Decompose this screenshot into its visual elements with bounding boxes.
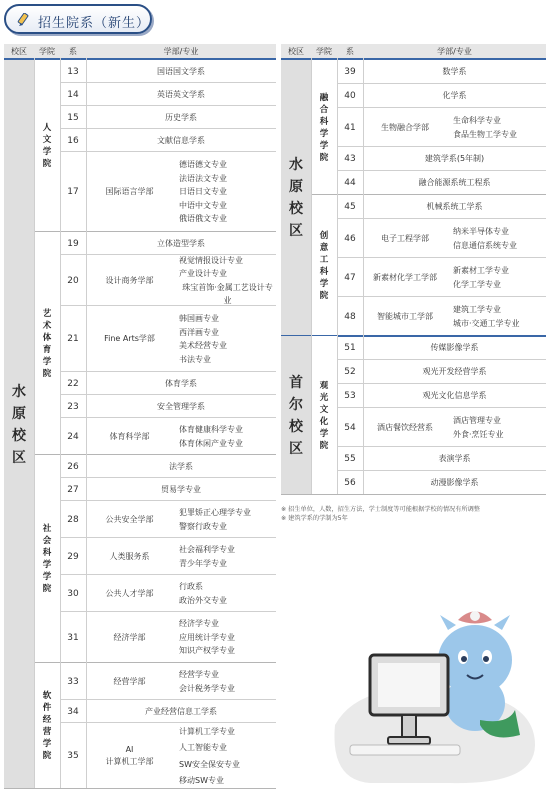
vertical-char: 光 — [319, 392, 329, 403]
vertical-char: 区 — [12, 449, 26, 466]
major-list — [447, 219, 546, 258]
major-name: 表演学系 — [438, 454, 471, 464]
major-name: 产业经营信息工学系 — [145, 706, 217, 716]
division-name: 智能城市工学部 — [377, 311, 433, 321]
dept-number: 31 — [67, 632, 79, 643]
major-item: SW安全保安专业 — [179, 759, 240, 769]
division-name: 公共安全学部 — [105, 514, 154, 524]
dept-number: 48 — [344, 311, 356, 322]
dept-number: 55 — [344, 454, 356, 464]
major-name: 观光文化信息学系 — [422, 391, 487, 401]
major-item: 珠宝首饰·金属工艺设计专业 — [182, 282, 273, 305]
vertical-char: 校 — [289, 418, 303, 435]
vertical-char: 科 — [42, 548, 52, 558]
vertical-char: 工 — [319, 254, 329, 265]
vertical-char: 化 — [319, 416, 329, 427]
dept-number: 51 — [344, 343, 356, 353]
vertical-char: 原 — [289, 179, 303, 195]
footnote-1: ※ 招生单位，人数，招生方法，学士制度等可能根据学校的情况有所调整 — [281, 506, 480, 513]
footnotes — [281, 505, 480, 523]
mascot-icon — [438, 611, 520, 737]
grid-line — [281, 494, 546, 495]
vertical-char: 软 — [42, 691, 52, 701]
dept-number: 15 — [67, 112, 79, 123]
major-item: 法语法文专业 — [179, 173, 227, 183]
pencil-icon — [17, 13, 31, 27]
major-name: 数学系 — [442, 67, 467, 77]
dept-number: 34 — [67, 706, 79, 717]
vertical-char: 院 — [42, 159, 52, 169]
vertical-char: 件 — [42, 703, 52, 713]
major-item: 美术经营专业 — [179, 341, 227, 350]
major-list — [447, 258, 546, 297]
vertical-char: 院 — [42, 584, 52, 594]
major-item: 应用统计学专业 — [179, 632, 235, 642]
major-item: 警察行政专业 — [179, 521, 227, 531]
major-item: 青少年学专业 — [179, 558, 227, 568]
major-name: 立体造型学系 — [157, 238, 205, 248]
campus-name — [281, 336, 311, 495]
major-list — [173, 575, 276, 612]
header-major: 学部/专业 — [363, 44, 546, 58]
vertical-char: 首 — [289, 374, 303, 391]
vertical-char: 术 — [42, 320, 52, 331]
dept-number: 44 — [344, 178, 356, 188]
grid-line — [60, 58, 61, 789]
major-name: 建筑学系(5年制) — [424, 154, 485, 164]
major-item: 建筑工学专业 — [453, 305, 501, 314]
major-item: 信息通信系统专业 — [453, 240, 517, 250]
vertical-char: 院 — [319, 152, 329, 163]
dept-number: 16 — [67, 135, 79, 146]
division-name: 国际语言学部 — [105, 187, 154, 196]
dept-number: 29 — [67, 551, 79, 562]
major-item: 日语日文专业 — [179, 187, 227, 197]
page-title-badge — [4, 4, 152, 34]
major-item: 移动SW专业 — [179, 776, 224, 785]
vertical-char: 意 — [319, 242, 329, 253]
major-item: 体育健康科学专业 — [179, 425, 243, 434]
vertical-char: 创 — [319, 230, 329, 241]
dept-number: 30 — [67, 588, 79, 599]
major-name: 文献信息学系 — [157, 135, 205, 145]
major-item: 城市·交通工学专业 — [453, 318, 520, 328]
major-list — [173, 538, 276, 575]
vertical-char: 学 — [42, 560, 52, 570]
major-list — [173, 306, 276, 372]
major-name: 融合能源系统工程系 — [418, 178, 491, 188]
major-list — [447, 408, 546, 447]
dept-number: 53 — [344, 391, 356, 401]
vertical-char: 学 — [319, 428, 329, 439]
vertical-char: 学 — [42, 356, 52, 367]
major-name: 法学系 — [169, 461, 193, 471]
major-item: 政治外交专业 — [179, 595, 227, 605]
major-item: 新素材工学专业 — [453, 266, 509, 275]
college-name — [34, 60, 60, 232]
major-item: 体育休闲产业专业 — [179, 438, 243, 448]
vertical-char: 育 — [42, 344, 52, 355]
major-item: 西洋画专业 — [179, 327, 219, 337]
major-list — [447, 297, 546, 336]
vertical-char: 学 — [42, 147, 52, 157]
major-item: 经营学专业 — [179, 670, 219, 679]
major-name: 安全管理学系 — [157, 401, 205, 411]
dept-number: 19 — [67, 238, 79, 249]
major-name: 传媒影像学系 — [430, 343, 479, 353]
vertical-char: 营 — [42, 727, 52, 737]
dept-number: 43 — [344, 154, 356, 164]
grid-line — [34, 58, 35, 789]
dept-number: 35 — [67, 751, 79, 761]
major-name: 国语国文学系 — [157, 66, 205, 76]
vertical-char: 水 — [289, 157, 303, 173]
division-name: AI 计算机工学部 — [105, 745, 154, 766]
major-item: 德语德文专业 — [179, 160, 227, 170]
division-name: 生物融合学部 — [381, 122, 429, 132]
major-item: 生命科学专业 — [453, 116, 501, 125]
vertical-char: 校 — [289, 201, 303, 217]
college-name — [311, 60, 337, 195]
right-admission-table — [281, 44, 546, 496]
vertical-char: 文 — [319, 404, 329, 415]
vertical-char: 区 — [289, 440, 303, 457]
header-dept: 系 — [337, 44, 363, 58]
dept-number: 28 — [67, 514, 79, 525]
vertical-char: 艺 — [42, 308, 52, 319]
college-name — [34, 663, 60, 789]
dept-number: 45 — [344, 202, 356, 212]
major-name: 观光开发经营学系 — [422, 367, 487, 377]
college-name — [34, 232, 60, 455]
dept-number: 14 — [67, 89, 79, 100]
dept-number: 41 — [344, 122, 356, 133]
vertical-char: 学 — [319, 128, 329, 139]
vertical-char: 学 — [319, 140, 329, 151]
major-item: 社会福利学专业 — [179, 545, 235, 554]
vertical-char: 社 — [42, 524, 52, 534]
vertical-char: 合 — [319, 104, 329, 115]
major-item: 俄语俄文专业 — [179, 214, 227, 224]
major-item: 产业设计专业 — [179, 269, 227, 278]
vertical-char: 院 — [319, 290, 329, 301]
major-list — [173, 152, 276, 232]
dept-number: 56 — [344, 478, 356, 488]
dept-number: 20 — [67, 275, 79, 286]
header-major: 学部/专业 — [86, 44, 276, 58]
major-item: 中语中文专业 — [179, 200, 227, 210]
vertical-char: 融 — [319, 92, 329, 103]
major-name: 机械系统工学系 — [426, 202, 483, 212]
major-item: 酒店管理专业 — [453, 416, 501, 425]
division-name: 电子工程学部 — [381, 233, 429, 243]
major-list — [447, 108, 546, 147]
major-list — [173, 255, 276, 306]
major-list — [173, 663, 276, 700]
dept-number: 26 — [67, 461, 79, 472]
division-name: 设计商务学部 — [105, 275, 154, 285]
major-list — [173, 723, 276, 789]
header-campus: 校区 — [4, 44, 34, 58]
dept-number: 47 — [344, 272, 356, 283]
major-item: 会计税务学专业 — [179, 683, 235, 693]
left-admission-table — [4, 44, 276, 788]
grid-line — [4, 788, 276, 789]
vertical-char: 水 — [12, 383, 26, 400]
major-item: 食品生物工学专业 — [453, 129, 517, 139]
dept-number: 54 — [344, 422, 356, 433]
major-item: 化学工学专业 — [453, 279, 501, 289]
division-name: 人类服务系 — [109, 551, 150, 561]
dept-number: 23 — [67, 401, 79, 412]
major-name: 体育学系 — [165, 378, 197, 388]
major-item: 韩国画专业 — [179, 314, 219, 323]
page-title: 招生院系（新生） — [38, 16, 151, 31]
vertical-char: 经 — [42, 715, 52, 725]
major-list — [173, 418, 276, 455]
division-name: 体育科学部 — [109, 431, 150, 441]
vertical-char: 院 — [42, 368, 52, 379]
major-item: 纳米半导体专业 — [453, 227, 509, 236]
major-name: 贸易学专业 — [161, 484, 201, 494]
major-item: 经济学专业 — [179, 619, 219, 629]
dept-number: 13 — [67, 66, 79, 77]
vertical-char: 原 — [12, 405, 26, 422]
vertical-char: 院 — [42, 751, 52, 761]
dept-number: 24 — [67, 431, 79, 442]
dept-number: 33 — [67, 676, 79, 687]
header-dept: 系 — [60, 44, 86, 58]
college-name — [311, 195, 337, 336]
major-name: 英语英文学系 — [157, 89, 205, 99]
major-name: 历史学系 — [165, 112, 197, 122]
dept-number: 39 — [344, 67, 356, 77]
grid-line — [337, 58, 338, 495]
major-name: 动漫影像学系 — [430, 478, 479, 488]
vertical-char: 体 — [42, 332, 52, 343]
major-item: 外食·烹饪专业 — [453, 429, 504, 439]
division-name: 公共人才学部 — [105, 588, 154, 598]
dept-number: 46 — [344, 233, 356, 244]
vertical-char: 院 — [319, 440, 329, 451]
major-item: 犯罪矫正心理学专业 — [179, 508, 251, 517]
major-item: 行政系 — [179, 582, 203, 591]
header-campus: 校区 — [281, 44, 311, 58]
college-name — [311, 336, 337, 495]
vertical-char: 会 — [42, 536, 52, 546]
major-item: 书法专业 — [179, 354, 211, 364]
major-item: 视觉情报设计专业 — [179, 255, 243, 265]
major-list — [173, 612, 276, 663]
major-item: 人工智能专业 — [179, 743, 227, 752]
dept-number: 40 — [344, 91, 356, 101]
major-item: 知识产权学专业 — [179, 646, 235, 656]
vertical-char: 文 — [42, 135, 52, 145]
dept-number: 52 — [344, 367, 356, 377]
major-item: 计算机工学专业 — [179, 726, 235, 736]
vertical-char: 尔 — [289, 396, 303, 413]
vertical-char: 科 — [319, 266, 329, 277]
grid-line — [363, 58, 364, 495]
division-name: 经营学部 — [113, 676, 146, 686]
vertical-char: 观 — [319, 380, 329, 391]
vertical-char: 学 — [319, 278, 329, 289]
vertical-char: 学 — [42, 739, 52, 749]
campus-name — [4, 60, 34, 789]
dept-number: 22 — [67, 378, 79, 389]
dept-number: 17 — [67, 187, 79, 197]
division-name: 酒店餐饮经营系 — [377, 422, 433, 432]
division-name: 新素材化学工学部 — [373, 272, 437, 282]
college-name — [34, 455, 60, 663]
dept-number: 27 — [67, 484, 79, 495]
vertical-char: 校 — [12, 427, 26, 444]
grid-line — [311, 58, 312, 495]
vertical-char: 科 — [319, 116, 329, 127]
campus-name — [281, 60, 311, 336]
vertical-char: 学 — [42, 572, 52, 582]
footnote-2: ※ 建筑学系的学制为5年 — [281, 515, 348, 522]
grid-line — [86, 58, 87, 789]
major-list — [173, 501, 276, 538]
division-name: Fine Arts学部 — [104, 334, 155, 343]
vertical-char: 区 — [289, 223, 303, 239]
major-name: 化学系 — [442, 91, 467, 101]
mascot-computer-illustration — [330, 585, 540, 785]
dept-number: 21 — [67, 334, 79, 344]
division-name: 经济学部 — [113, 632, 146, 642]
header-college: 学院 — [311, 44, 337, 58]
vertical-char: 人 — [42, 123, 52, 133]
header-college: 学院 — [34, 44, 60, 58]
